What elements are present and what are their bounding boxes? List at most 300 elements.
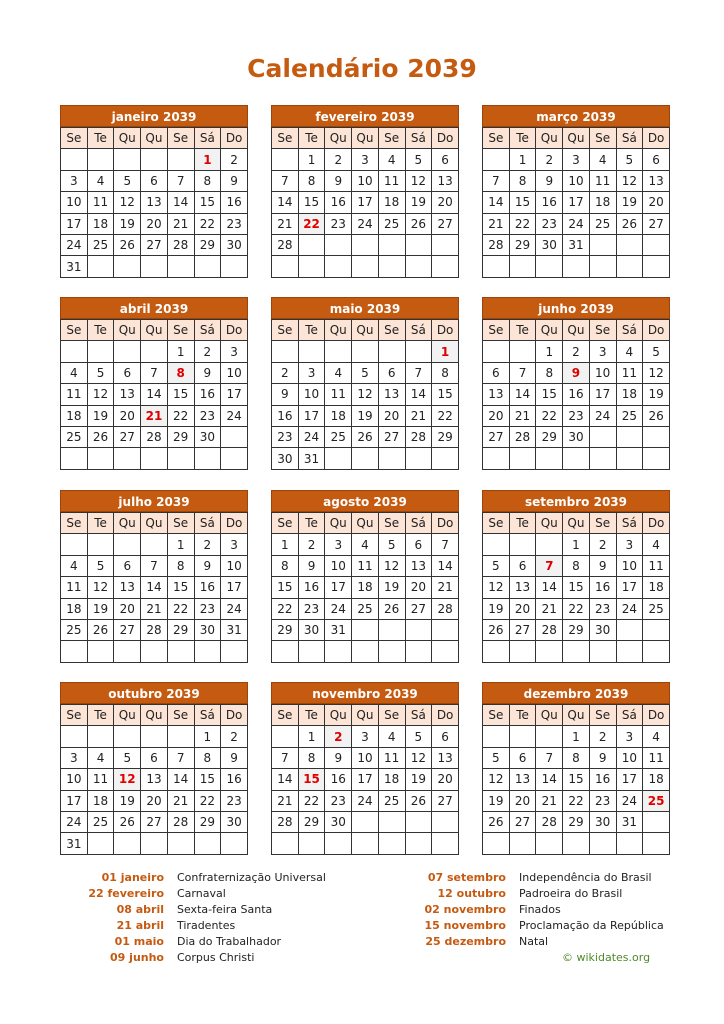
empty-day-cell [167, 448, 194, 469]
day-cell: 9 [221, 170, 248, 191]
empty-day-cell [405, 619, 432, 640]
day-cell: 14 [141, 384, 168, 405]
day-cell: 26 [378, 598, 405, 619]
empty-day-cell [483, 641, 510, 662]
day-cell: 9 [272, 384, 299, 405]
day-cell: 19 [405, 769, 432, 790]
day-cell: 16 [563, 384, 590, 405]
day-cell: 13 [114, 577, 141, 598]
holiday-date: 01 maio [114, 935, 164, 948]
day-cell: 4 [325, 362, 352, 383]
empty-day-cell [325, 833, 352, 854]
holiday-date: 09 junho [110, 951, 164, 964]
empty-day-cell [483, 833, 510, 854]
empty-day-cell [616, 426, 643, 447]
day-cell: 1 [194, 726, 221, 747]
day-cell: 8 [432, 362, 459, 383]
empty-day-cell [563, 833, 590, 854]
day-cell: 14 [509, 384, 536, 405]
empty-day-cell [378, 641, 405, 662]
weekday-label: Do [221, 128, 248, 149]
day-cell: 15 [272, 577, 299, 598]
day-cell: 16 [589, 577, 616, 598]
empty-day-cell [272, 833, 299, 854]
day-cell: 9 [298, 555, 325, 576]
holiday-day-cell: 25 [643, 790, 670, 811]
day-cell: 26 [483, 811, 510, 832]
day-cell: 18 [325, 405, 352, 426]
empty-day-cell [536, 534, 563, 555]
day-cell: 27 [643, 213, 670, 234]
weekday-label: Te [298, 320, 325, 341]
day-cell: 22 [298, 790, 325, 811]
empty-day-cell [167, 149, 194, 170]
weekday-label: Qu [114, 320, 141, 341]
empty-day-cell [325, 641, 352, 662]
weekday-label: Se [378, 705, 405, 726]
weekday-label: Sá [405, 128, 432, 149]
holiday-date: 02 novembro [424, 903, 506, 916]
day-cell: 15 [167, 384, 194, 405]
day-cell: 20 [114, 405, 141, 426]
day-cell: 22 [194, 213, 221, 234]
empty-day-cell [87, 448, 114, 469]
empty-day-cell [352, 619, 379, 640]
day-cell: 18 [378, 769, 405, 790]
day-cell: 29 [509, 234, 536, 255]
empty-day-cell [194, 256, 221, 277]
weekday-label: Te [298, 705, 325, 726]
holiday-day-cell: 9 [563, 362, 590, 383]
holiday-row [60, 934, 360, 950]
day-cell: 19 [405, 192, 432, 213]
empty-day-cell [114, 341, 141, 362]
day-cell: 27 [141, 234, 168, 255]
day-cell: 17 [589, 384, 616, 405]
month-title: janeiro 2039 [60, 105, 248, 127]
holiday-day-cell: 8 [167, 362, 194, 383]
day-cell: 22 [563, 790, 590, 811]
empty-day-cell [616, 619, 643, 640]
day-cell: 1 [536, 341, 563, 362]
day-cell: 7 [483, 170, 510, 191]
day-cell: 5 [114, 170, 141, 191]
weekday-label: Se [167, 513, 194, 534]
day-cell: 4 [589, 149, 616, 170]
weekday-label: Sá [194, 513, 221, 534]
empty-day-cell [87, 341, 114, 362]
weekday-label: Qu [352, 513, 379, 534]
day-cell: 24 [563, 213, 590, 234]
empty-day-cell [272, 149, 299, 170]
day-cell: 8 [298, 747, 325, 768]
empty-day-cell [298, 234, 325, 255]
empty-day-cell [141, 833, 168, 854]
weekday-label: Se [589, 128, 616, 149]
empty-day-cell [536, 641, 563, 662]
day-cell: 10 [352, 170, 379, 191]
day-cell: 13 [114, 384, 141, 405]
day-cell: 26 [87, 619, 114, 640]
day-cell: 7 [167, 170, 194, 191]
day-cell: 13 [141, 192, 168, 213]
empty-day-cell [563, 448, 590, 469]
day-cell: 23 [272, 426, 299, 447]
empty-day-cell [378, 256, 405, 277]
day-cell: 1 [509, 149, 536, 170]
holiday-date: 12 outubro [437, 887, 506, 900]
empty-day-cell [352, 341, 379, 362]
day-cell: 2 [589, 726, 616, 747]
holiday-row [400, 886, 700, 902]
holiday-date: 15 novembro [424, 919, 506, 932]
empty-day-cell [114, 726, 141, 747]
day-cell: 16 [325, 192, 352, 213]
day-cell: 24 [616, 790, 643, 811]
day-cell: 31 [298, 448, 325, 469]
weekday-label: Qu [141, 320, 168, 341]
day-cell: 12 [405, 170, 432, 191]
month-title: abril 2039 [60, 297, 248, 319]
weekday-label: Se [167, 705, 194, 726]
day-cell: 23 [194, 405, 221, 426]
day-cell: 28 [536, 619, 563, 640]
weekday-label: Do [432, 513, 459, 534]
day-cell: 14 [405, 384, 432, 405]
month-calendar [60, 490, 248, 663]
day-cell: 11 [589, 170, 616, 191]
day-cell: 10 [325, 555, 352, 576]
weekday-label: Se [61, 128, 88, 149]
day-cell: 17 [61, 213, 88, 234]
empty-day-cell [352, 234, 379, 255]
day-cell: 27 [509, 811, 536, 832]
day-cell: 30 [589, 619, 616, 640]
holiday-name: Dia do Trabalhador [177, 935, 282, 948]
day-cell: 28 [141, 426, 168, 447]
day-cell: 1 [298, 726, 325, 747]
weekday-label: Se [61, 705, 88, 726]
day-cell: 30 [272, 448, 299, 469]
weekday-label: Do [221, 705, 248, 726]
day-cell: 20 [141, 790, 168, 811]
day-cell: 24 [221, 598, 248, 619]
day-cell: 27 [483, 426, 510, 447]
month-calendar [60, 105, 248, 278]
weekday-label: Sá [405, 320, 432, 341]
day-cell: 7 [536, 747, 563, 768]
day-cell: 17 [61, 790, 88, 811]
day-cell: 17 [221, 577, 248, 598]
empty-day-cell [483, 341, 510, 362]
day-cell: 17 [298, 405, 325, 426]
day-cell: 14 [432, 555, 459, 576]
day-cell: 14 [536, 577, 563, 598]
empty-day-cell [405, 256, 432, 277]
day-cell: 28 [432, 598, 459, 619]
empty-day-cell [298, 833, 325, 854]
day-cell: 26 [352, 426, 379, 447]
day-cell: 24 [589, 405, 616, 426]
day-cell: 9 [325, 747, 352, 768]
weekday-label: Qu [352, 128, 379, 149]
empty-day-cell [643, 448, 670, 469]
day-cell: 15 [536, 384, 563, 405]
empty-day-cell [194, 833, 221, 854]
day-cell: 16 [536, 192, 563, 213]
day-cell: 9 [221, 747, 248, 768]
day-cell: 20 [405, 577, 432, 598]
day-cell: 23 [589, 598, 616, 619]
day-cell: 4 [643, 726, 670, 747]
day-cell: 16 [221, 192, 248, 213]
day-cell: 28 [167, 234, 194, 255]
day-cell: 13 [378, 384, 405, 405]
day-cell: 6 [114, 555, 141, 576]
weekday-label: Qu [114, 128, 141, 149]
day-cell: 15 [432, 384, 459, 405]
day-cell: 6 [509, 555, 536, 576]
empty-day-cell [352, 256, 379, 277]
empty-day-cell [221, 641, 248, 662]
day-cell: 16 [194, 577, 221, 598]
holiday-day-cell: 21 [141, 405, 168, 426]
day-cell: 28 [272, 811, 299, 832]
day-cell: 20 [509, 598, 536, 619]
weekday-label: Qu [352, 320, 379, 341]
empty-day-cell [325, 448, 352, 469]
month-title: maio 2039 [271, 297, 459, 319]
day-cell: 25 [589, 213, 616, 234]
empty-day-cell [643, 833, 670, 854]
holiday-row [60, 918, 360, 934]
weekday-label: Te [298, 128, 325, 149]
empty-day-cell [405, 811, 432, 832]
weekday-label: Do [221, 320, 248, 341]
day-cell: 29 [194, 234, 221, 255]
day-cell: 3 [221, 341, 248, 362]
day-cell: 22 [536, 405, 563, 426]
day-cell: 28 [509, 426, 536, 447]
weekday-label: Qu [536, 128, 563, 149]
holiday-name: Sexta-feira Santa [177, 903, 273, 916]
day-cell: 6 [432, 149, 459, 170]
holiday-date: 25 dezembro [425, 935, 506, 948]
empty-day-cell [61, 149, 88, 170]
day-cell: 30 [194, 426, 221, 447]
day-cell: 14 [483, 192, 510, 213]
holiday-day-cell: 12 [114, 769, 141, 790]
empty-day-cell [221, 448, 248, 469]
empty-day-cell [536, 726, 563, 747]
day-cell: 24 [352, 213, 379, 234]
day-cell: 24 [61, 234, 88, 255]
empty-day-cell [272, 641, 299, 662]
day-cell: 12 [87, 577, 114, 598]
holiday-row [60, 950, 360, 966]
empty-day-cell [509, 341, 536, 362]
day-cell: 30 [589, 811, 616, 832]
day-cell: 11 [352, 555, 379, 576]
day-cell: 27 [114, 426, 141, 447]
day-cell: 23 [325, 790, 352, 811]
day-cell: 24 [352, 790, 379, 811]
day-cell: 20 [483, 405, 510, 426]
empty-day-cell [616, 256, 643, 277]
holiday-list-right [400, 870, 700, 950]
empty-day-cell [87, 641, 114, 662]
empty-day-cell [114, 448, 141, 469]
day-cell: 10 [298, 384, 325, 405]
holiday-name: Natal [519, 935, 549, 948]
day-cell: 6 [405, 534, 432, 555]
day-cell: 17 [352, 769, 379, 790]
day-cell: 14 [272, 192, 299, 213]
empty-day-cell [61, 534, 88, 555]
day-cell: 17 [221, 384, 248, 405]
day-cell: 6 [114, 362, 141, 383]
day-cell: 1 [272, 534, 299, 555]
weekday-label: Se [378, 513, 405, 534]
weekday-label: Se [483, 128, 510, 149]
day-cell: 1 [167, 341, 194, 362]
day-cell: 22 [272, 598, 299, 619]
empty-day-cell [378, 341, 405, 362]
day-cell: 21 [405, 405, 432, 426]
holiday-day-cell: 15 [298, 769, 325, 790]
day-cell: 26 [483, 619, 510, 640]
day-cell: 18 [643, 769, 670, 790]
empty-day-cell [405, 641, 432, 662]
empty-day-cell [141, 149, 168, 170]
empty-day-cell [378, 833, 405, 854]
day-cell: 27 [141, 811, 168, 832]
day-cell: 29 [563, 811, 590, 832]
empty-day-cell [589, 256, 616, 277]
empty-day-cell [616, 234, 643, 255]
day-cell: 3 [221, 534, 248, 555]
day-cell: 28 [483, 234, 510, 255]
empty-day-cell [589, 234, 616, 255]
day-cell: 26 [616, 213, 643, 234]
empty-day-cell [141, 341, 168, 362]
day-cell: 15 [194, 769, 221, 790]
day-cell: 22 [167, 598, 194, 619]
day-cell: 16 [589, 769, 616, 790]
day-cell: 22 [167, 405, 194, 426]
day-cell: 26 [405, 213, 432, 234]
day-cell: 22 [563, 598, 590, 619]
day-cell: 10 [563, 170, 590, 191]
day-cell: 11 [61, 384, 88, 405]
day-cell: 24 [221, 405, 248, 426]
empty-day-cell [114, 641, 141, 662]
empty-day-cell [643, 619, 670, 640]
day-cell: 21 [509, 405, 536, 426]
empty-day-cell [325, 341, 352, 362]
month-calendar [60, 297, 248, 470]
holiday-date: 01 janeiro [101, 871, 164, 884]
day-cell: 19 [643, 384, 670, 405]
day-cell: 11 [643, 555, 670, 576]
empty-day-cell [563, 256, 590, 277]
day-cell: 7 [141, 362, 168, 383]
day-cell: 21 [167, 790, 194, 811]
day-cell: 4 [643, 534, 670, 555]
day-cell: 2 [563, 341, 590, 362]
day-cell: 19 [352, 405, 379, 426]
weekday-label: Se [483, 705, 510, 726]
day-cell: 27 [509, 619, 536, 640]
day-cell: 9 [325, 170, 352, 191]
day-cell: 1 [167, 534, 194, 555]
weekday-label: Qu [141, 128, 168, 149]
empty-day-cell [432, 448, 459, 469]
day-cell: 1 [298, 149, 325, 170]
day-cell: 5 [483, 747, 510, 768]
month-calendar [482, 682, 670, 855]
day-cell: 25 [61, 619, 88, 640]
weekday-label: Qu [325, 320, 352, 341]
day-cell: 18 [87, 790, 114, 811]
empty-day-cell [483, 448, 510, 469]
day-cell: 4 [378, 726, 405, 747]
holiday-row [400, 870, 700, 886]
holiday-row [60, 886, 360, 902]
day-cell: 12 [483, 577, 510, 598]
day-cell: 18 [352, 577, 379, 598]
empty-day-cell [616, 641, 643, 662]
weekday-label: Se [167, 320, 194, 341]
holiday-name: Corpus Christi [177, 951, 255, 964]
day-cell: 17 [563, 192, 590, 213]
day-cell: 4 [616, 341, 643, 362]
weekday-label: Se [483, 513, 510, 534]
day-cell: 11 [61, 577, 88, 598]
weekday-label: Sá [616, 705, 643, 726]
day-cell: 3 [61, 170, 88, 191]
empty-day-cell [167, 256, 194, 277]
weekday-label: Qu [325, 705, 352, 726]
weekday-label: Te [87, 320, 114, 341]
empty-day-cell [352, 448, 379, 469]
day-cell: 16 [194, 384, 221, 405]
day-cell: 11 [325, 384, 352, 405]
day-cell: 19 [483, 598, 510, 619]
day-cell: 25 [378, 213, 405, 234]
day-cell: 2 [194, 534, 221, 555]
weekday-label: Se [272, 513, 299, 534]
day-cell: 19 [114, 213, 141, 234]
holiday-day-cell: 7 [536, 555, 563, 576]
empty-day-cell [378, 234, 405, 255]
weekday-label: Se [272, 128, 299, 149]
day-cell: 2 [536, 149, 563, 170]
weekday-label: Te [509, 320, 536, 341]
weekday-label: Se [589, 705, 616, 726]
empty-day-cell [87, 534, 114, 555]
empty-day-cell [167, 726, 194, 747]
day-cell: 18 [589, 192, 616, 213]
day-cell: 12 [405, 747, 432, 768]
day-cell: 5 [483, 555, 510, 576]
empty-day-cell [589, 641, 616, 662]
day-cell: 7 [272, 170, 299, 191]
month-calendar [271, 297, 459, 470]
empty-day-cell [536, 448, 563, 469]
weekday-label: Qu [536, 320, 563, 341]
day-cell: 23 [536, 213, 563, 234]
